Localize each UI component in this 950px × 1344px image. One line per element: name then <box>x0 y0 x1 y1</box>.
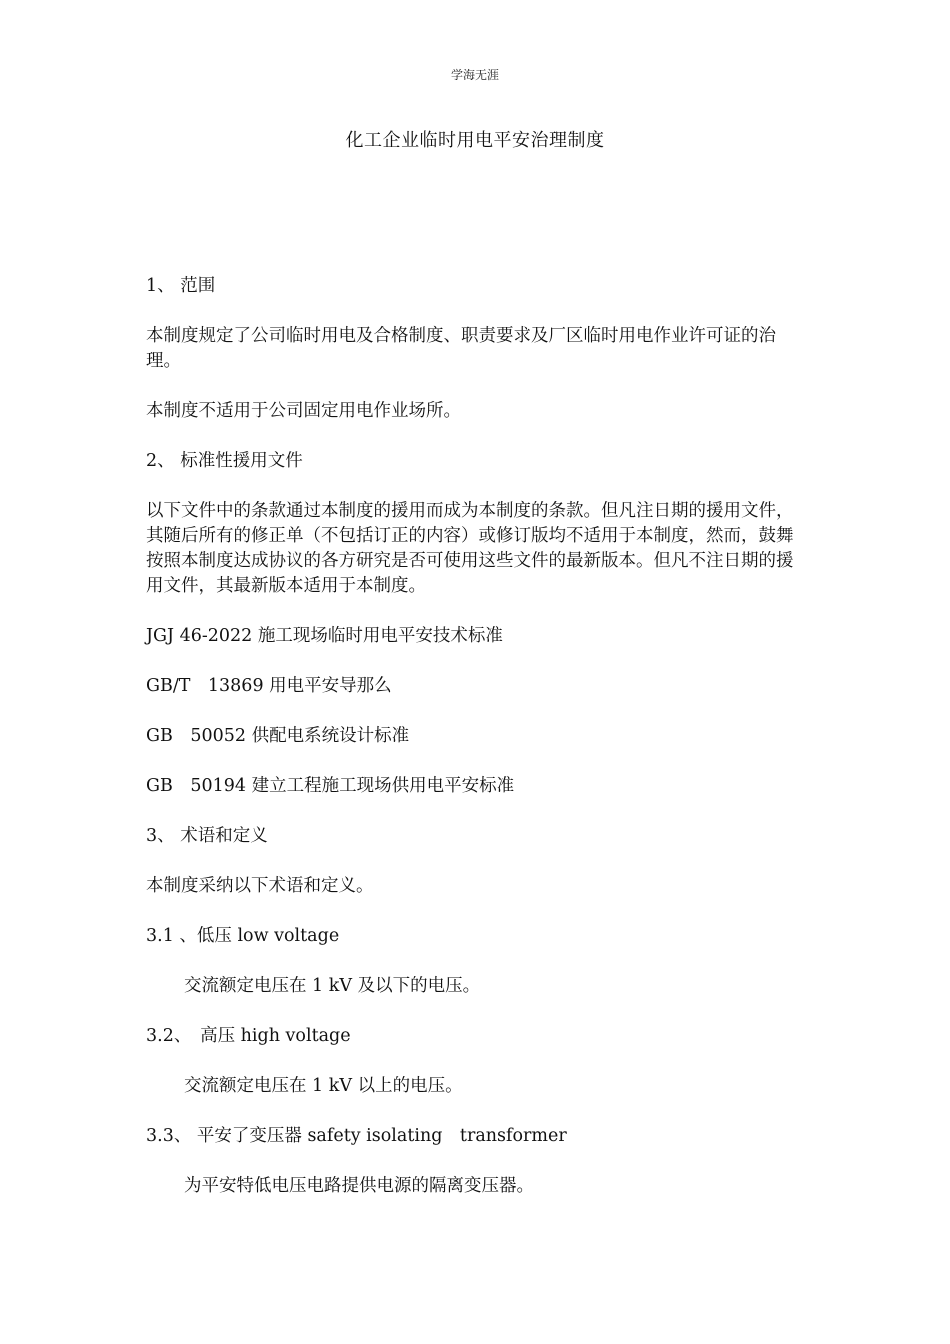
section-2-paragraph-1: 以下文件中的条款通过本制度的援用而成为本制度的条款。但凡注日期的援用文件，其随后所有的修正单（不包括订正的内容）或修订版均不适用于本制度，然而，鼓舞按照本制度达成协议的各方研究是否可使用这些文件的最新版本。但凡不注日期的援用文件，其最新版本适用于本制度。 <box>146 501 794 596</box>
reference-gbt13869: GB/T 13869 用电平安导那么 <box>146 676 392 696</box>
document-title: 化工企业临时用电平安治理制度 <box>345 130 605 151</box>
section-3-heading: 3、 术语和定义 <box>146 826 268 846</box>
definition-3-2: 交流额定电压在 1 kV 以上的电压。 <box>184 1076 463 1096</box>
reference-jgj46: JGJ 46-2022 施工现场临时用电平安技术标准 <box>146 626 503 646</box>
term-3-2: 3.2、 高压 high voltage <box>146 1026 351 1046</box>
reference-gb50194: GB 50194 建立工程施工现场供用电平安标准 <box>146 776 515 796</box>
term-3-3: 3.3、 平安了变压器 safety isolating transformer <box>146 1126 567 1146</box>
term-3-1: 3.1 、低压 low voltage <box>146 926 340 946</box>
definition-3-1: 交流额定电压在 1 kV 及以下的电压。 <box>184 976 481 996</box>
section-1-paragraph-1: 本制度规定了公司临时用电及合格制度、职责要求及厂区临时用电作业许可证的治理。 <box>146 326 776 371</box>
section-1-paragraph-2: 本制度不适用于公司固定用电作业场所。 <box>146 401 461 421</box>
section-3-intro: 本制度采纳以下术语和定义。 <box>146 876 374 896</box>
section-2-heading: 2、 标准性援用文件 <box>146 451 303 471</box>
page-header: 学海无涯 <box>450 68 499 82</box>
document-body <box>146 274 806 1224</box>
reference-gb50052: GB 50052 供配电系统设计标准 <box>146 726 410 746</box>
definition-3-3: 为平安特低电压电路提供电源的隔离变压器。 <box>184 1176 534 1196</box>
section-1-heading: 1、 范围 <box>146 276 216 296</box>
